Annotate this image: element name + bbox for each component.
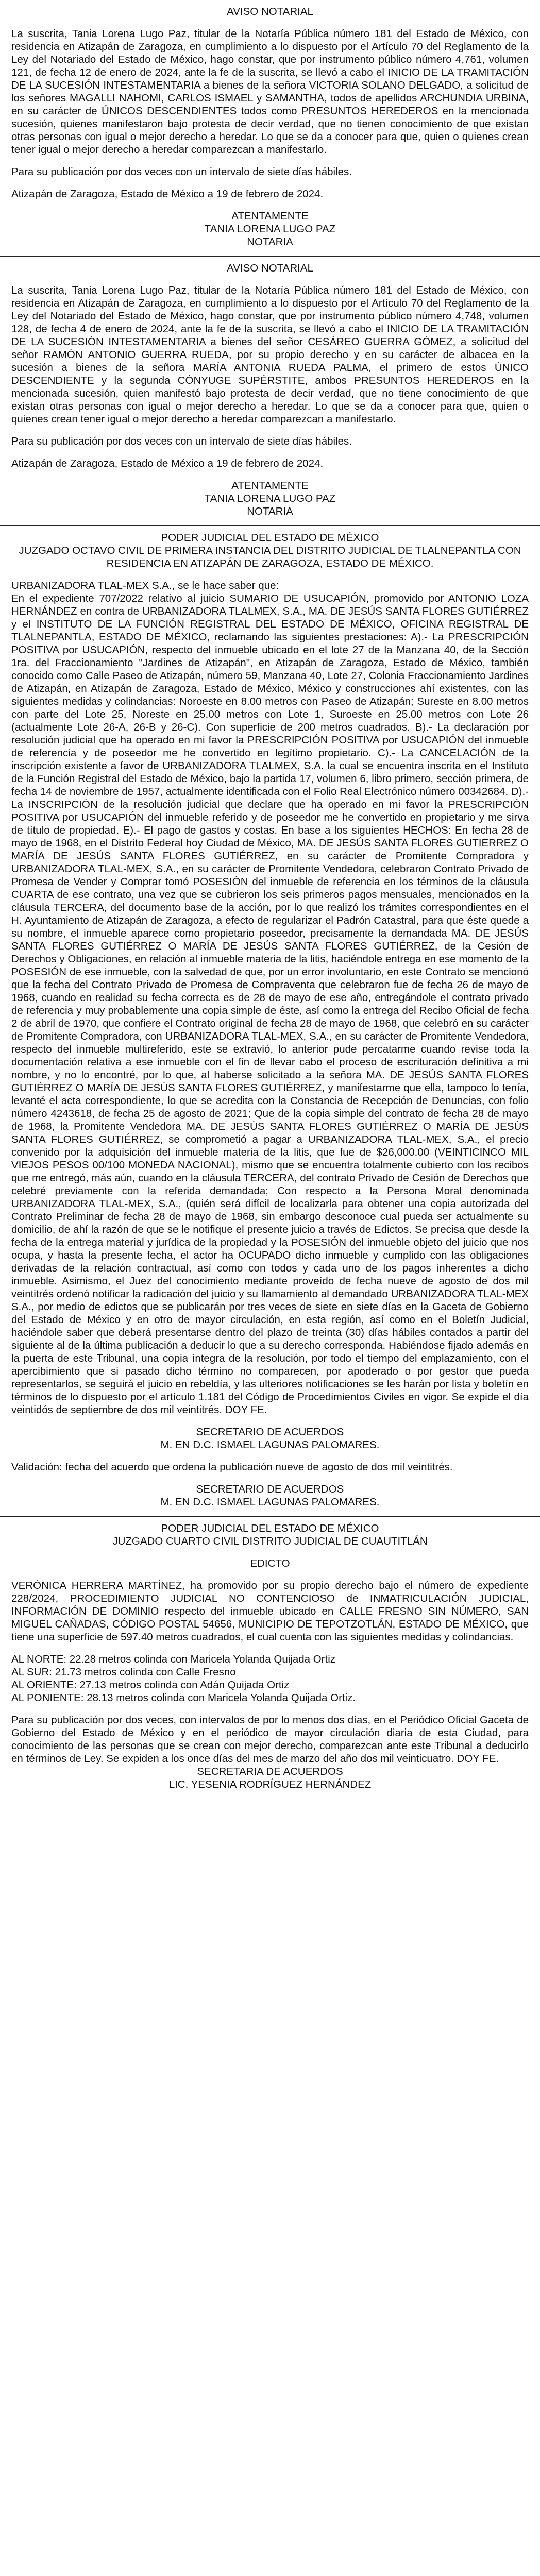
boundary-south: AL SUR: 21.73 metros colinda con Calle Fresno xyxy=(11,1666,236,1678)
court-edict-dominio xyxy=(0,1516,540,1798)
notice-title: AVISO NOTARIAL xyxy=(227,6,313,18)
signature-role: NOTARIA xyxy=(247,236,293,248)
signature-name: LIC. YESENIA RODRÍGUEZ HERNÁNDEZ xyxy=(168,1778,372,1790)
court-header-line-2: JUZGADO CUARTO CIVIL DISTRITO JUDICIAL DE CUAUTITLÁN xyxy=(112,1535,428,1547)
place-date: Atizapán de Zaragoza, Estado de México a 19 de febrero de 2024. xyxy=(11,188,324,200)
court-edict-usucapion xyxy=(0,525,540,1516)
signature-name: M. EN D.C. ISMAEL LAGUNAS PALOMARES. xyxy=(160,1439,380,1451)
validation-note: Validación: fecha del acuerdo que ordena la publicación nueve de agosto de dos mil veintitrés. xyxy=(11,1461,453,1473)
court-header-line-1: PODER JUDICIAL DEL ESTADO DE MÉXICO xyxy=(161,532,379,544)
signature-role: SECRETARIO DE ACUERDOS xyxy=(196,1426,344,1438)
signature-block-2 xyxy=(11,1483,529,1509)
signature-block-1 xyxy=(11,1426,529,1451)
addressee-line: URBANIZADORA TLAL-MEX S.A., se le hace saber que: xyxy=(11,580,279,591)
place-date: Atizapán de Zaragoza, Estado de México a 19 de febrero de 2024. xyxy=(11,457,324,469)
signature-role: NOTARIA xyxy=(247,505,293,517)
publication-instruction: Para su publicación por dos veces con un intervalo de siete días hábiles. xyxy=(11,166,352,178)
signature-closing: ATENTAMENTE xyxy=(231,210,309,222)
signature-block xyxy=(11,210,529,248)
notarial-notice-2 xyxy=(0,256,540,525)
notice-body: La suscrita, Tania Lorena Lugo Paz, titular de la Notaría Pública número 181 del Estado de México, con residencia en Atizapán de Zaragoza, en cumplimiento a lo dispuesto por el Artículo 70 del Reglamento de la Ley del Notariado del Estado de México, hago constar, que por instrumento público número 4,748, volumen 128, de fecha 4 de enero de 2024, ante la fe de la suscrita, se llevó a cabo el INICIO DE LA TRAMITACIÓN DE LA SUCESIÓN INTESTAMENTARIA a bienes del señor CESÁREO GUERRA GÓMEZ, a solicitud del señor RAMÓN ANTONIO GUERRA RUEDA, por su propio derecho y en su carácter de albacea en la sucesión a bienes de la señora MARÍA ANTONIA RUEDA PALMA, el primero de estos ÚNICO DESCENDIENTE y la segunda CÓNYUGE SUPÉRSTITE, ambos PRESUNTOS HEREDEROS en la mencionada sucesión, quien manifestó bajo protesta de decir verdad, que no tiene conocimiento de que existan otras personas con igual o mejor derecho a heredar. Lo que se da a conocer para que, quien o quienes crean tener igual o mejor derecho a heredar comparezcan a manifestarlo. xyxy=(11,284,529,425)
boundary-west: AL PONIENTE: 28.13 metros colinda con Maricela Yolanda Quijada Ortiz. xyxy=(11,1692,356,1704)
publication-instruction: Para su publicación por dos veces, con intervalos de por lo menos dos días, en el Periódico Oficial Gaceta de Gobierno del Estado de México y en el periódico de mayor circulación diaria de esta Ciudad, para conocimiento de las personas que se crean con mejor derecho, comparezcan ante este Tribunal a deducirlo en términos de Ley. Se expiden a los once días del mes de marzo del año dos mil veinticuatro. DOY FE. xyxy=(11,1714,529,1765)
notice-title: AVISO NOTARIAL xyxy=(227,262,313,274)
boundary-north: AL NORTE: 22.28 metros colinda con Maricela Yolanda Quijada Ortiz xyxy=(11,1653,335,1665)
signature-name: TANIA LORENA LUGO PAZ xyxy=(204,493,336,504)
signature-role: SECRETARIO DE ACUERDOS xyxy=(196,1483,344,1495)
boundary-east: AL ORIENTE: 27.13 metros colinda con Adán Quijada Ortiz xyxy=(11,1679,290,1691)
notice-body: La suscrita, Tania Lorena Lugo Paz, titular de la Notaría Pública número 181 del Estado de México, con residencia en Atizapán de Zaragoza, en cumplimiento a lo dispuesto por el Artículo 70 del Reglamento de la Ley del Notariado del Estado de México, hago constar, que por instrumento público número 4,761, volumen 121, de fecha 12 de enero de 2024, ante la fe de la suscrita, se llevó a cabo el INICIO DE LA TRAMITACIÓN DE LA SUCESIÓN INTESTAMENTARIA a bienes de la señora VICTORIA SOLANO DELGADO, a solicitud de los señores MAGALLI NAHOMI, CARLOS ISMAEL y SAMANTHA, todos de apellidos ARCHUNDIA URBINA, en su carácter de ÚNICOS DESCENDIENTES todos como PRESUNTOS HEREDEROS en la mencionada sucesión, quienes manifestaron bajo protesta de decir verdad, que no tienen conocimiento de que existan otras personas con igual o mejor derecho a heredar. Lo que se da a conocer para que, quien o quienes crean tener igual o mejor derecho a heredar comparezcan a manifestarlo. xyxy=(11,28,529,156)
court-header-line-2: JUZGADO OCTAVO CIVIL DE PRIMERA INSTANCIA DEL DISTRITO JUDICIAL DE TLALNEPANTLA CON RESIDENCIA EN ATIZAPÁN DE ZARAGOZA, ESTADO DE MÉXICO. xyxy=(19,545,521,569)
signature-block xyxy=(11,1765,529,1791)
notarial-notice-1 xyxy=(0,0,540,256)
signature-role: SECRETARIA DE ACUERDOS xyxy=(197,1766,343,1777)
signature-closing: ATENTAMENTE xyxy=(231,480,309,492)
court-header-line-1: PODER JUDICIAL DEL ESTADO DE MÉXICO xyxy=(161,1522,379,1534)
boundaries-list xyxy=(11,1653,529,1704)
signature-block xyxy=(11,479,529,518)
publication-instruction: Para su publicación por dos veces con un intervalo de siete días hábiles. xyxy=(11,435,352,447)
signature-name: M. EN D.C. ISMAEL LAGUNAS PALOMARES. xyxy=(160,1496,380,1508)
edict-body: VERÓNICA HERRERA MARTÍNEZ, ha promovido por su propio derecho bajo el número de expediente 228/2024, PROCEDIMIENTO JUDICIAL NO CONTENCIOSO de INMATRICULACIÓN JUDICIAL, INFORMACIÓN DE DOMINIO respecto del inmueble ubicado en CALLE FRESNO SIN NÚMERO, SAN MIGUEL CAÑADAS, CÓDIGO POSTAL 54656, MUNICIPIO DE TEPOTZOTLÁN, ESTADO DE MÉXICO, que tiene una superficie de 597.40 metros cuadrados, el cual cuenta con las siguientes medidas y colindancias. xyxy=(11,1580,529,1643)
edict-body: En el expediente 707/2022 relativo al juicio SUMARIO DE USUCAPIÓN, promovido por ANTONIO LOZA HERNÁNDEZ en contra de URBANIZADORA TLALMEX, S.A., MA. DE JESÚS SANTA FLORES GUTIÉRREZ y el INSTITUTO DE LA FUNCIÓN REGISTRAL DEL ESTADO DE MÉXICO, OFICINA REGISTRAL DE TLALNEPANTLA, ESTADO DE MÉXICO, reclamando las siguientes prestaciones: A).- La PRESCRIPCIÓN POSITIVA por USUCAPIÓN, respecto del inmueble ubicado en el lote 27 de la Manzana 40, de la Sección 1ra. del Fraccionamiento "Jardines de Atizapán", en Atizapán de Zaragoza, Estado de México, también conocido como Calle Paseo de Atizapán, número 59, Manzana 40, Lote 27, Colonia Fraccionamiento Jardines de Atizapán, en Atizapán de Zaragoza, Estado de México, México y construcciones ahí existentes, con las siguientes medidas y colindancias: Noroeste en 8.00 metros con Paseo de Atizapán; Sureste en 8.00 metros con parte del Lote 25, Noreste en 25.00 metros con Lote 1, Suroeste en 25.00 metros con Lote 26 (actualmente Lote 26-A, 26-B y 26-C). Con superficie de 200 metros cuadrados. B).- La declaración por resolución judicial que ha operado en mi favor la PRESCRIPCIÓN POSITIVA por USUCAPIÓN del inmueble de referencia y de poseedor me he convertido en legítimo propietario. C).- La CANCELACIÓN de la inscripción existente a favor de URBANIZADORA TLALMEX, S.A. la cual se encuentra inscrita en el Instituto de la Función Registral del Estado de México, bajo la partida 17, volumen 6, libro primero, sección primera, de fecha 14 de noviembre de 1957, actualmente identificada con el Folio Real Electrónico número 00342684. D).- La INSCRIPCIÓN de la resolución judicial que declare que ha operado en mi favor la PRESCRIPCIÓN POSITIVA por USUCAPIÓN del inmueble referido y de poseedor me he convertido en propietario y me sirva de título de propiedad. E).- El pago de gastos y costas. En base a los siguientes HECHOS: En fecha 28 de mayo de 1968, en el Distrito Federal hoy Ciudad de México, MA. DE JESÚS SANTA FLORES GUTIERREZ O MARÍA DE JESÚS SANTA FLORES GUTIÉRREZ, en su carácter de Promitente Compradora y URBANIZADORA TLAL-MEX, S.A., en su carácter de Promitente Vendedora, celebraron Contrato Privado de Promesa de Vender y Comprar tomó POSESIÓN del inmueble de referencia en los términos de la cláusula CUARTA de ese contrato, una vez que se cubrieron los seis primeros pagos mensuales, mencionados en la cláusula TERCERA, del documento base de la acción, por lo que realizó los trámites correspondientes en el H. Ayuntamiento de Atizapán de Zaragoza, a efecto de regularizar el Padrón Catastral, para que éste quede a su nombre, el inmueble aparece como propietario poseedor, precisamente la demandada MA. DE JESÚS SANTA FLORES GUTIÉRREZ O MARÍA DE JESÚS SANTA FLORES GUTIÉRREZ, de la Cesión de Derechos y Obligaciones, en relación al inmueble materia de la litis, haciéndole entrega en ese momento de la POSESIÓN de ese inmueble, con la salvedad de que, por un error involuntario, en este Contrato se mencionó que la fecha del Contrato Privado de Promesa de Compraventa que celebraron fue de fecha 26 de mayo de 1968, cuando en realidad su fecha correcta es de 28 de mayo de ese año, entregándole el contrato privado de referencia y muy probablemente una copia simple de éste, así como la entrega del Recibo Oficial de fecha 2 de abril de 1970, que confiere el Contrato original de fecha 28 de mayo de 1968, que celebró en su carácter de Promitente Compradora, con URBANIZADORA TLAL-MEX, S.A., en su carácter de Promitente Vendedora, respecto del inmueble multireferido, este se extravió, lo anterior pude percatarme cuando revise toda la documentación relativa a ese inmueble con el fin de llevar cabo el proceso de escrituración definitiva a mi nombre, y no lo encontré, por lo que, al haberse solicitado a la señora MA. DE JESÚS SANTA FLORES GUTIÉRREZ O MARÍA DE JESÚS SANTA FLORES GUTIÉRREZ, y manifestarme que ella, tampoco lo tenía, levanté el acta correspondiente, lo que se acredita con la Constancia de Recepción de Denuncias, con folio número 4243618, de fecha 25 de agosto de 2021; Que de la copia simple del contrato de fecha 28 de mayo de 1968, la Promitente Vendedora MA. DE JESÚS SANTA FLORES GUTIÉRREZ O MARÍA DE JESÚS SANTA FLORES GUTIÉRREZ, se comprometió a pagar a URBANIZADORA TLAL-MEX, S.A., el precio convenido por la adquisición del inmueble materia de la litis, que fue de $26,000.00 (VEINTICINCO MIL VIEJOS PESOS 00/100 MONEDA NACIONAL), mismo que se encuentra totalmente cubierto con los recibos que me entregó, más aún, cuando en la cláusula TERCERA, del contrato Privado de Cesión de Derechos que celebré previamente con la referida demandada; Con respecto a la Persona Moral denominada URBANIZADORA TLAL-MEX, S.A., (quién será difícil de localizarla para obtener una copia autorizada del Contrato Preliminar de fecha 28 de mayo de 1968, sin embargo desconoce cual pueda ser actualmente su domicilio, de ahí la razón de que se le notifique el presente juicio a través de Edictos. Se precisa que desde la fecha de la entrega material y jurídica de la propiedad y la POSESIÓN del inmueble objeto del juicio que nos ocupa, y hasta la presente fecha, el actor ha OCUPADO dicho inmueble y cumplido con las obligaciones derivadas de la relación contractual, así como con todos y cada uno de los pagos inherentes a dicho inmueble. Asimismo, el Juez del conocimiento mediante proveído de fecha nueve de agosto de dos mil veintitrés ordenó notificar la radicación del juicio y su llamamiento al demandado URBANIZADORA TLAL-MEX S.A., por medio de edictos que se publicarán por tres veces de siete en siete días en la Gaceta de Gobierno del Estado de México y en otro de mayor circulación, en esta región, así como en el Boletín Judicial, haciéndole saber que deberá presentarse dentro del plazo de treinta (30) días hábiles contados a partir del siguiente al de la última publicación a deducir lo que a su derecho corresponda. Habiéndose fijado además en la puerta de este Tribunal, una copia íntegra de la resolución, por todo el tiempo del emplazamiento, con el apercibimiento que si pasado dicho término no comparecen, por apoderado o por gestor que pueda representarlos, se seguirá el juicio en rebeldía, y las ulteriores notificaciones se les harán por lista y boletín en términos de lo dispuesto por el artículo 1.181 del Código de Procedimientos Civiles en vigor. Se expide el día veintidós de septiembre de dos mil veintitrés. DOY FE. xyxy=(11,592,529,1416)
edict-subtitle: EDICTO xyxy=(250,1557,290,1569)
signature-name: TANIA LORENA LUGO PAZ xyxy=(204,223,336,235)
